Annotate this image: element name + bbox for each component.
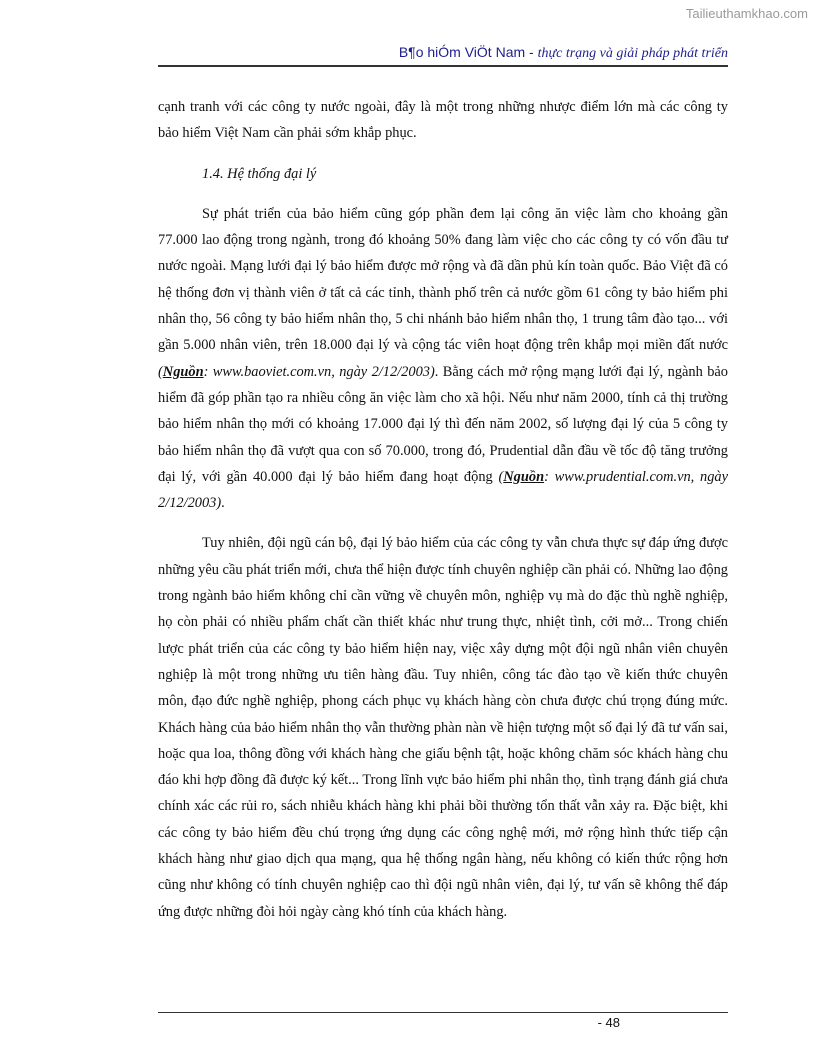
citation-source-label: Nguồn <box>503 468 545 485</box>
header-title: B¶o hiÓm ViÖt Nam - <box>398 44 538 60</box>
citation-open: ( <box>158 363 163 380</box>
citation-baoviet <box>158 364 435 380</box>
paragraph-text: Sự phát triển của bảo hiểm cũng góp phần đem lại công ăn việc làm cho khoảng gần 77.000 lao động trong ngành, trong đó khoảng 50% đang làm việc cho các công ty có vốn đầu tư nước ngoài. Mạng lưới đại lý bảo hiểm được mở rộng và đã dần phủ kín toàn quốc. Bảo Việt đã có hệ thống đơn vị thành viên ở tất cả các tỉnh, thành phố trên cả nước gồm 61 công ty bảo hiểm phi nhân thọ, 56 công ty bảo hiểm nhân thọ, 5 chi nhánh bảo hiểm nhân thọ, 1 trung tâm đào tạo... với gần 5.000 nhân viên, trên 18.000 đại lý và cộng tác viên hoạt động trên khắp mọi miền đất nước <box>158 205 728 354</box>
paragraph-staff-quality: Tuy nhiên, đội ngũ cán bộ, đại lý bảo hiểm của các công ty vẫn chưa thực sự đáp ứng được những yêu cầu phát triển mới, chưa thể hiện được tính chuyên nghiệp cần phải có. Những lao động trong ngành bảo hiểm không chỉ cần vững về chuyên môn, nghiệp vụ mà do đặc thù nghề nghiệp, họ còn phải có nhiều phẩm chất cần thiết khác như trung thực, nhiệt tình, cởi mở... Trong chiến lược phát triển của các công ty bảo hiểm hiện nay, việc xây dựng một đội ngũ nhân viên chuyên nghiệp là một trong những ưu tiên hàng đầu. Tuy nhiên, công tác đào tạo về kiến thức chuyên môn, đạo đức nghề nghiệp, phong cách phục vụ khách hàng còn chưa được chú trọng đúng mức. Khách hàng của bảo hiểm nhân thọ vẫn thường phàn nàn về hiện tượng một số đại lý đã tư vấn sai, hoặc qua loa, thông đồng với khách hàng che giấu bệnh tật, hoặc không chăm sóc khách hàng chu đáo khi hợp đồng đã được ký kết... Trong lĩnh vực bảo hiểm phi nhân thọ, tình trạng đánh giá chưa chính xác các rủi ro, sách nhiễu khách hàng khi phải bồi thường tổn thất vẫn xảy ra. Đặc biệt, khi các công ty bảo hiểm đều chú trọng ứng dụng các công nghệ mới, mở rộng hình thức tiếp cận khách hàng như giao dịch qua mạng, qua hệ thống ngân hàng, nếu không có kiến thức rộng hơn cũng như không có tính chuyên nghiệp cao thì đội ngũ nhân viên, đại lý, tư vấn sẽ không thể đáp ứng được những đòi hỏi ngày càng khó tính của khách hàng. <box>158 535 728 920</box>
page-header <box>158 44 728 67</box>
paragraph-continued: cạnh tranh với các công ty nước ngoài, đây là một trong những nhược điểm lớn mà các công ty bảo hiểm Việt Nam cần phải sớm khắp phục. <box>158 99 728 142</box>
page-number: - 48 <box>597 1015 620 1030</box>
citation-source-label: Nguồn <box>162 363 204 380</box>
header-subtitle: thực trạng và giải pháp phát triển <box>537 46 728 61</box>
watermark: Tailieuthamkhao.com <box>685 6 808 21</box>
footer-divider <box>158 1012 728 1013</box>
paragraph-agent-system <box>158 201 728 517</box>
paragraph-end: . <box>221 495 225 512</box>
paragraph-text: . Bằng cách mở rộng mạng lưới đại lý, ngành bảo hiểm đã góp phần tạo ra nhiều công ăn việc làm cho xã hội. Nếu như năm 2000, tính cả thị trường bảo hiểm nhân thọ mới có khoảng 17.000 đại lý thì đến năm 2002, số lượng đại lý của 5 công ty bảo hiểm nhân thọ đã vượt qua con số 70.000, trong đó, Prudential dẫn đầu về tốc độ tăng trưởng đại lý, với gần 40.000 đại lý bảo hiểm đang hoạt động <box>158 363 729 485</box>
document-body <box>158 94 728 925</box>
citation-text: : www.baoviet.com.vn, ngày 2/12/2003) <box>203 363 435 380</box>
citation-text: : www.prudential.com.vn, ngày 2/12/2003) <box>158 468 728 512</box>
citation-open: ( <box>498 468 504 485</box>
section-heading: 1.4. Hệ thống đại lý <box>202 165 317 182</box>
